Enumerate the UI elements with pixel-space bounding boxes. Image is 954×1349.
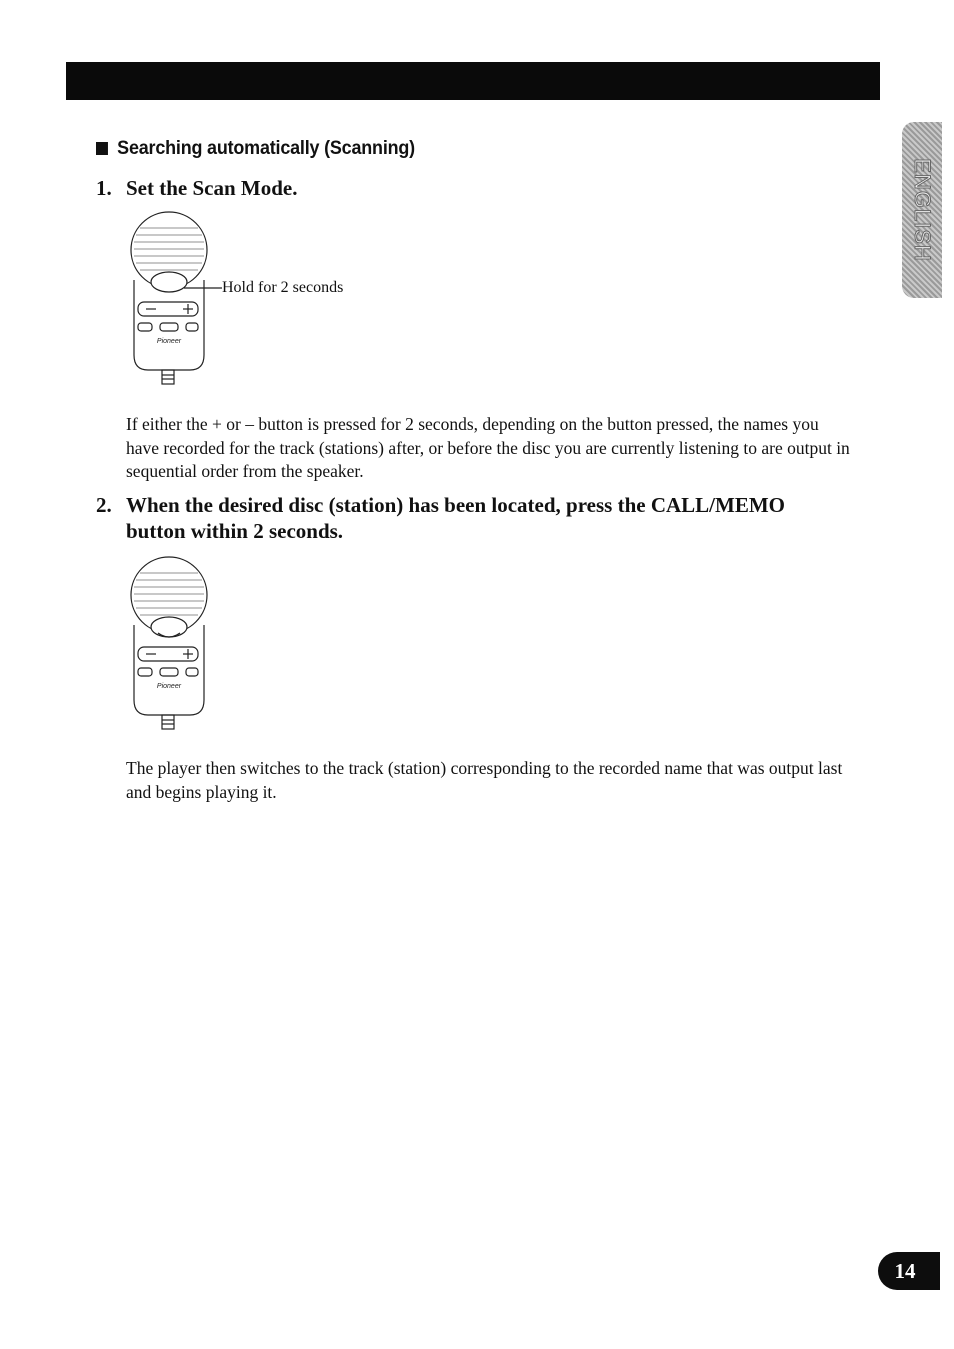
step-2-title: When the desired disc (station) has been located, press the CALL/MEMO button within 2 seconds.	[126, 493, 785, 543]
remote-control-figure-2	[128, 555, 228, 735]
remote-control-figure-1	[128, 210, 228, 390]
section-heading	[96, 134, 415, 162]
page-number: 14	[878, 1252, 940, 1290]
step-2-paragraph: The player then switches to the track (station) corresponding to the recorded name that was output last and begins playing it.	[126, 758, 843, 802]
step-1-paragraph: If either the + or – button is pressed for 2 seconds, depending on the button pressed, the names you have recorded for the track (stations) after, or before the disc you are currently listening to are output in sequential order from the speaker.	[126, 414, 850, 481]
svg-text:Pioneer: Pioneer	[156, 683, 182, 690]
step-1-number: 1.	[96, 176, 112, 200]
square-bullet-icon	[96, 142, 108, 155]
language-side-tab-label: ENGLISH	[910, 158, 935, 262]
step-1-title: Set the Scan Mode.	[126, 176, 298, 200]
section-heading-text: Searching automatically (Scanning)	[117, 136, 415, 159]
step-2-number: 2.	[96, 493, 112, 517]
svg-text:Pioneer: Pioneer	[156, 338, 182, 345]
hold-callout: Hold for 2 seconds	[222, 279, 344, 296]
header-bar	[66, 62, 880, 100]
language-side-tab	[902, 122, 942, 298]
